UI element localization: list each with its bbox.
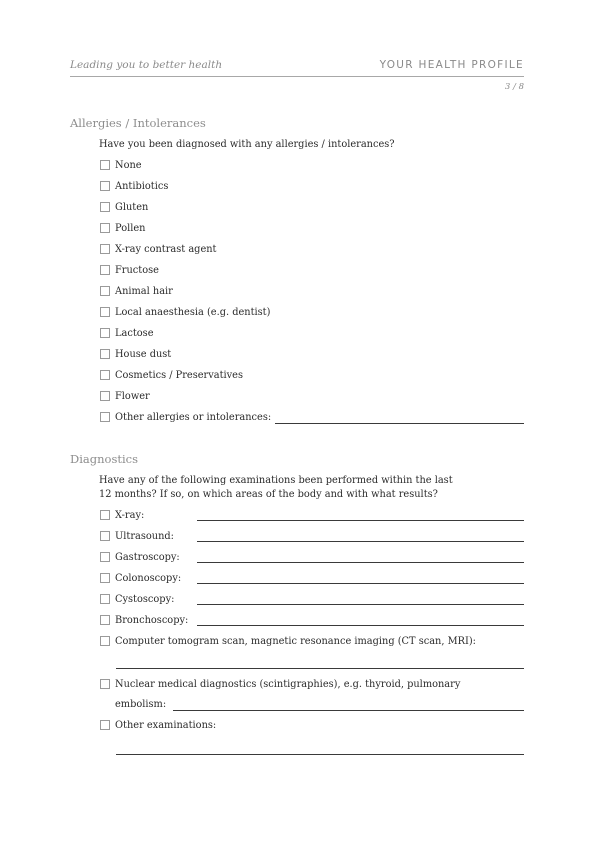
checkbox[interactable] [100, 181, 110, 191]
allergy-option-gluten[interactable] [100, 200, 148, 214]
other-allergies-field[interactable] [275, 423, 524, 424]
diag-option-label: Nuclear medical diagnostics (scintigraphies), e.g. thyroid, pulmonary [115, 678, 461, 690]
cystoscopy-result-field[interactable] [197, 604, 524, 605]
diagnostics-question-line-1: Have any of the following examinations been performed within the last [99, 475, 453, 486]
diag-option-gastroscopy[interactable] [100, 550, 180, 564]
allergy-option-label: Other allergies or intolerances: [115, 411, 272, 423]
checkbox[interactable] [100, 349, 110, 359]
checkbox[interactable] [100, 202, 110, 212]
other-examinations-field[interactable] [116, 754, 524, 755]
diag-option-label: Ultrasound: [115, 530, 174, 542]
nuclear-result-field[interactable] [173, 710, 524, 711]
allergy-option-label: House dust [115, 348, 172, 360]
allergy-option-label: X-ray contrast agent [115, 243, 217, 255]
nuclear-continuation-label: embolism: [115, 699, 167, 710]
diag-option-label: Cystoscopy: [115, 593, 175, 605]
allergy-option-animal-hair[interactable] [100, 284, 173, 298]
ultrasound-result-field[interactable] [197, 541, 524, 542]
checkbox[interactable] [100, 573, 110, 583]
checkbox[interactable] [100, 679, 110, 689]
allergy-option-label: Animal hair [115, 285, 173, 297]
allergy-option-cosmetics[interactable] [100, 368, 243, 382]
allergies-section-title: Allergies / Intolerances [70, 116, 206, 130]
allergy-option-lactose[interactable] [100, 326, 154, 340]
diag-option-colonoscopy[interactable] [100, 571, 181, 585]
checkbox[interactable] [100, 720, 110, 730]
checkbox[interactable] [100, 531, 110, 541]
bronchoscopy-result-field[interactable] [197, 625, 524, 626]
allergy-option-label: Antibiotics [115, 180, 169, 192]
header-divider [70, 76, 524, 77]
allergy-option-label: None [115, 159, 142, 171]
header-title: YOUR HEALTH PROFILE [379, 59, 524, 71]
allergy-option-label: Flower [115, 390, 150, 402]
allergy-option-label: Cosmetics / Preservatives [115, 369, 244, 381]
header-tagline: Leading you to better health [70, 59, 223, 71]
allergy-option-label: Lactose [115, 327, 154, 339]
diag-option-ultrasound[interactable] [100, 529, 174, 543]
page-number: 3 / 8 [504, 82, 524, 92]
xray-result-field[interactable] [197, 520, 524, 521]
diag-option-label: Bronchoscopy: [115, 614, 189, 626]
diag-option-label: X-ray: [115, 509, 145, 521]
checkbox[interactable] [100, 244, 110, 254]
allergy-option-none[interactable] [100, 158, 142, 172]
checkbox[interactable] [100, 160, 110, 170]
diagnostics-question-line-2: 12 months? If so, on which areas of the body and with what results? [99, 489, 438, 500]
allergy-option-local-anaesthesia[interactable] [100, 305, 270, 319]
diag-option-other[interactable] [100, 718, 216, 732]
allergy-option-flower[interactable] [100, 389, 150, 403]
checkbox[interactable] [100, 391, 110, 401]
checkbox[interactable] [100, 636, 110, 646]
checkbox[interactable] [100, 594, 110, 604]
diag-option-label: Colonoscopy: [115, 572, 182, 584]
diag-option-nuclear[interactable] [100, 677, 460, 691]
checkbox[interactable] [100, 510, 110, 520]
allergy-option-label: Local anaesthesia (e.g. dentist) [115, 306, 271, 318]
allergy-option-antibiotics[interactable] [100, 179, 168, 193]
checkbox[interactable] [100, 223, 110, 233]
allergy-option-house-dust[interactable] [100, 347, 171, 361]
checkbox[interactable] [100, 307, 110, 317]
diag-option-xray[interactable] [100, 508, 144, 522]
checkbox[interactable] [100, 328, 110, 338]
allergy-option-xray-contrast[interactable] [100, 242, 217, 256]
allergy-option-pollen[interactable] [100, 221, 145, 235]
allergy-option-fructose[interactable] [100, 263, 159, 277]
checkbox[interactable] [100, 370, 110, 380]
diag-option-label: Gastroscopy: [115, 551, 180, 563]
checkbox[interactable] [100, 615, 110, 625]
allergy-option-other[interactable] [100, 410, 271, 424]
ct-mri-result-field[interactable] [116, 668, 524, 669]
allergies-question: Have you been diagnosed with any allergies / intolerances? [99, 139, 395, 150]
diag-option-bronchoscopy[interactable] [100, 613, 188, 627]
diag-option-label: Other examinations: [115, 719, 217, 731]
allergy-option-label: Fructose [115, 264, 159, 276]
checkbox[interactable] [100, 265, 110, 275]
colonoscopy-result-field[interactable] [197, 583, 524, 584]
allergy-option-label: Pollen [115, 222, 146, 234]
checkbox[interactable] [100, 286, 110, 296]
checkbox[interactable] [100, 412, 110, 422]
allergy-option-label: Gluten [115, 201, 149, 213]
checkbox[interactable] [100, 552, 110, 562]
gastroscopy-result-field[interactable] [197, 562, 524, 563]
diag-option-ct-mri[interactable] [100, 634, 476, 648]
diag-option-label: Computer tomogram scan, magnetic resonance imaging (CT scan, MRI): [115, 635, 476, 647]
diag-option-cystoscopy[interactable] [100, 592, 174, 606]
diagnostics-section-title: Diagnostics [70, 452, 138, 466]
